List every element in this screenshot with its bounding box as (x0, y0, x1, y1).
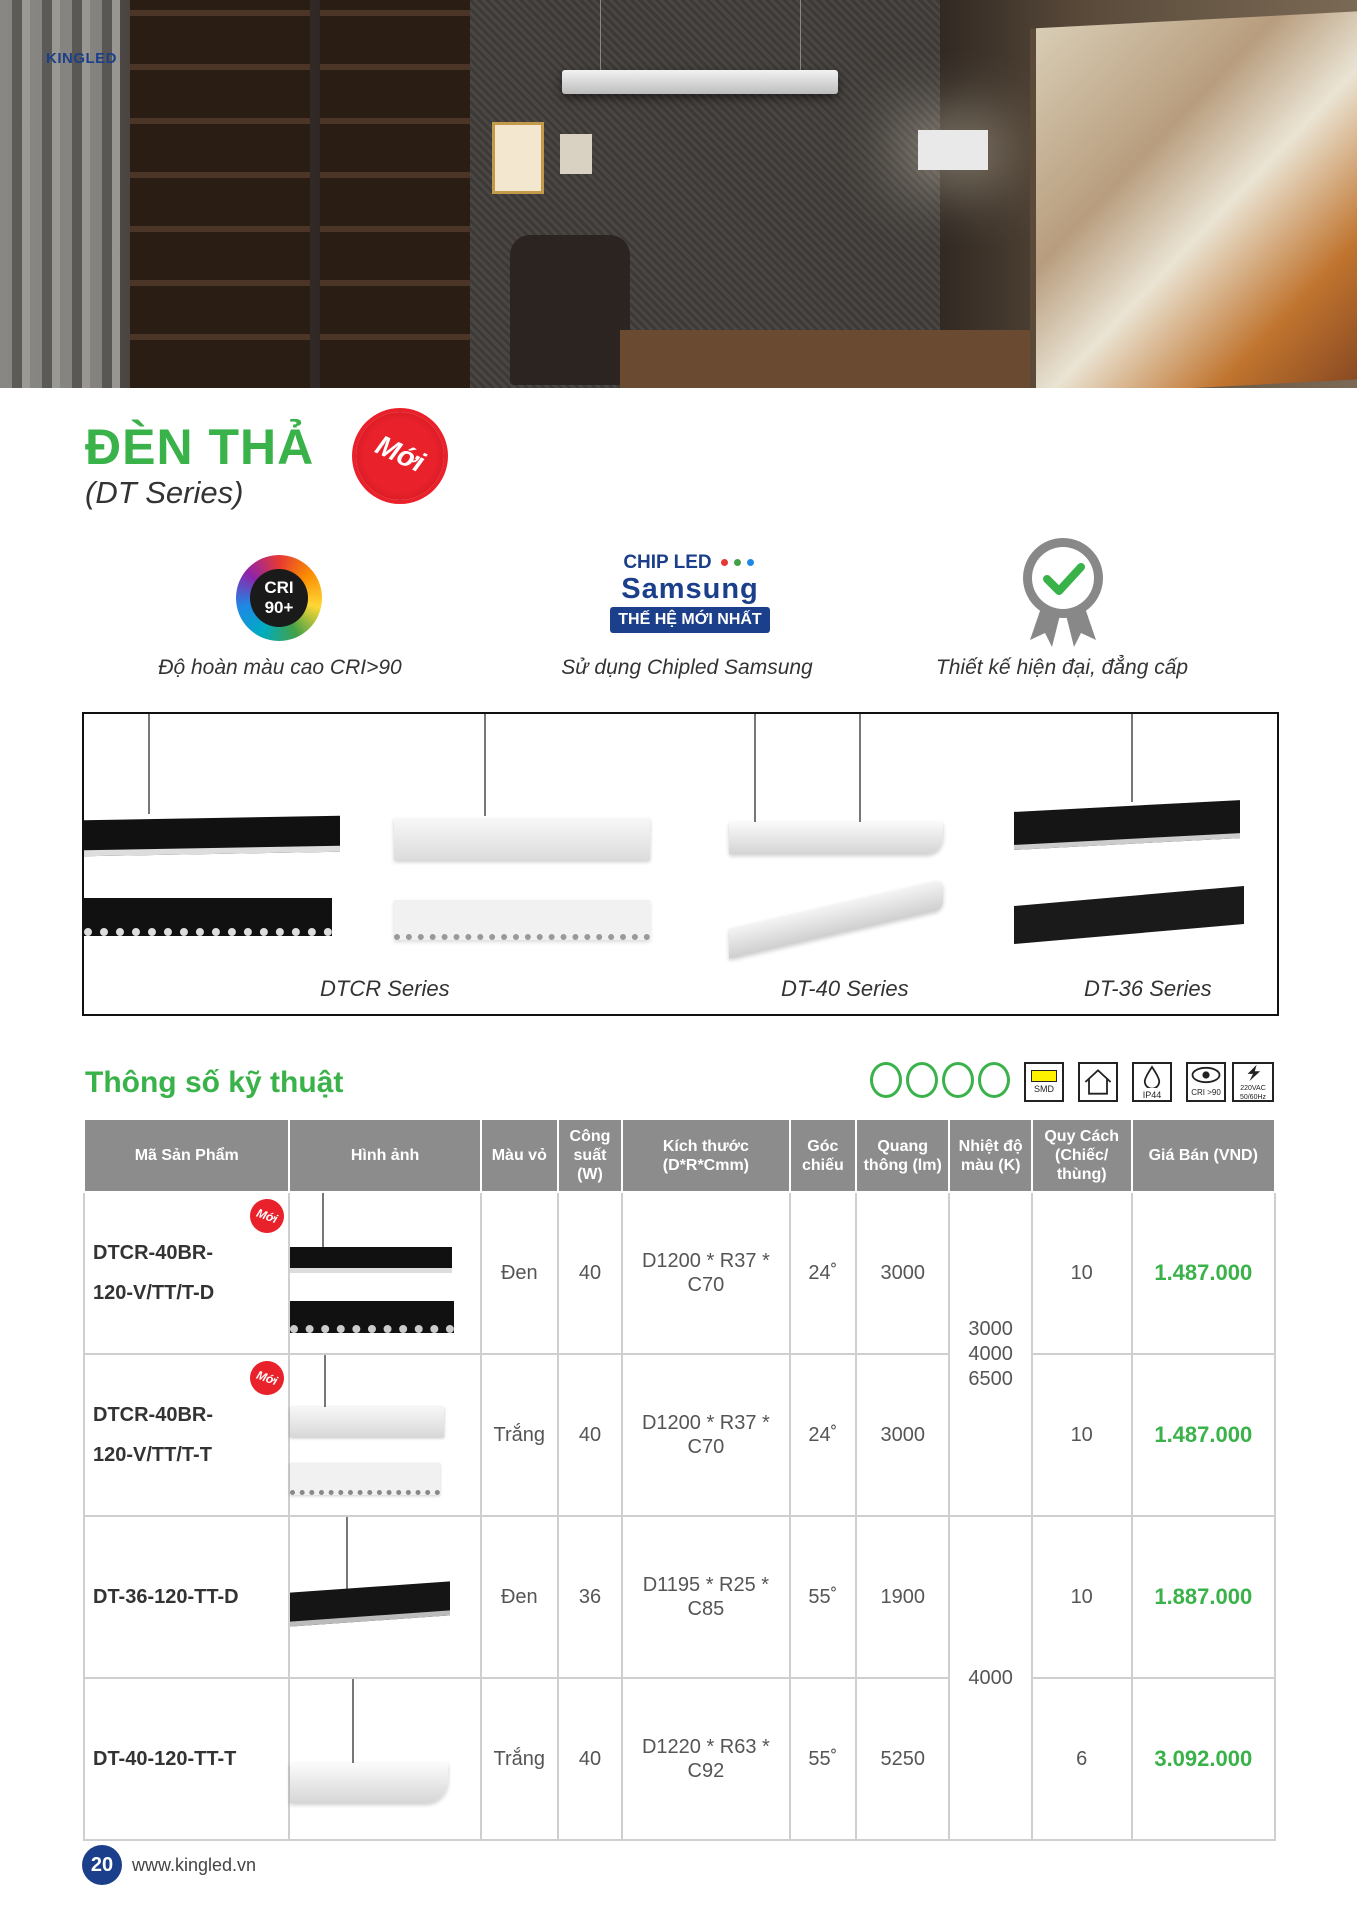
smd-text: SMD (1034, 1084, 1054, 1094)
product-image (289, 1516, 480, 1678)
office-chair (510, 235, 630, 385)
new-badge-text: Mới (371, 428, 430, 479)
product-image (289, 1354, 480, 1516)
dimensions: D1195 * R25 * C85 (622, 1516, 790, 1678)
suspension-wire (1131, 714, 1133, 802)
table-row (84, 1192, 1275, 1354)
kingled-logo (46, 50, 117, 67)
award-check-icon (1020, 535, 1106, 650)
series-label-dt40: DT-40 Series (781, 976, 909, 1001)
power: 40 (558, 1192, 622, 1354)
samsung-chip-icon (610, 552, 770, 633)
dtcr-white-bar-bottom (394, 900, 650, 940)
product-image (289, 1192, 480, 1354)
hero-photo (0, 0, 1357, 388)
beam-angle: 55˚ (790, 1516, 856, 1678)
beam-angle: 24˚ (790, 1354, 856, 1516)
lumen: 3000 (856, 1354, 950, 1516)
dimensions: D1220 * R63 * C92 (622, 1678, 790, 1840)
housing-color: Đen (481, 1192, 558, 1354)
new-badge-small: Mới (246, 1194, 290, 1238)
color-temperature: 4000 (949, 1516, 1031, 1840)
col-header-color: Màu vỏ (481, 1119, 558, 1192)
beam-angle: 55˚ (790, 1678, 856, 1840)
smd-icon (1024, 1062, 1064, 1102)
suspension-wire (484, 714, 486, 816)
samsung-text: Samsung (621, 573, 759, 605)
product-code-line1: DT-36-120-TT-D (93, 1586, 239, 1608)
dt36-black-bar (1014, 800, 1240, 850)
pack-qty: 10 (1032, 1516, 1132, 1678)
indoor-house-icon (1078, 1062, 1118, 1102)
horse-painting (1030, 11, 1357, 388)
col-header-cct: Nhiệt độ màu (K) (949, 1119, 1031, 1192)
beam-angle: 24˚ (790, 1192, 856, 1354)
suspension-wire (754, 714, 756, 822)
col-header-power: Công suất (W) (558, 1119, 622, 1192)
pack-qty: 10 (1032, 1354, 1132, 1516)
new-badge-small: Mới (246, 1356, 290, 1400)
pack-qty: 6 (1032, 1678, 1132, 1840)
lumen: 1900 (856, 1516, 950, 1678)
newest-gen-text: THẾ HỆ MỚI NHẤT (610, 607, 769, 633)
color-temperature: 3000 4000 6500 (949, 1192, 1031, 1516)
ip44-icon (1132, 1062, 1172, 1102)
pack-qty: 10 (1032, 1192, 1132, 1354)
series-gallery (82, 712, 1279, 1016)
eco-bulb-icon (942, 1062, 974, 1098)
chip-led-text: CHIP LED (623, 552, 712, 573)
eco-bulb-icon (870, 1062, 902, 1098)
housing-color: Trắng (481, 1354, 558, 1516)
power: 36 (558, 1516, 622, 1678)
housing-color: Trắng (481, 1678, 558, 1840)
price: 3.092.000 (1132, 1678, 1275, 1840)
table-row (84, 1354, 1275, 1516)
rgb-dots-icon (718, 552, 757, 574)
cri-eye-text: CRI >90 (1191, 1088, 1221, 1097)
col-header-size: Kích thước (D*R*Cmm) (622, 1119, 790, 1192)
dtcr-black-bar-bottom (84, 898, 332, 936)
col-header-lumen: Quang thông (lm) (856, 1119, 950, 1192)
series-label-dt36: DT-36 Series (1084, 976, 1212, 1001)
product-code-line2: 120-V/TT/T-T (93, 1444, 212, 1466)
page-subtitle: (DT Series) (85, 475, 244, 510)
price: 1.487.000 (1132, 1192, 1275, 1354)
desk (620, 330, 1040, 388)
product-code-line2: 120-V/TT/T-D (93, 1282, 215, 1304)
cri-icon-line1: CRI (264, 578, 294, 597)
table-row (84, 1678, 1275, 1840)
dt40-white-bar-angled (729, 879, 943, 958)
certificate-frame (492, 122, 544, 194)
wall-sconce (918, 130, 988, 170)
eco-bulb-icon (978, 1062, 1010, 1098)
logo-text: KINGLED (46, 50, 117, 67)
product-code-line1: DT-40-120-TT-T (93, 1748, 237, 1770)
dt40-white-bar (729, 822, 943, 854)
dimensions: D1200 * R37 * C70 (622, 1354, 790, 1516)
lamp-wire (800, 0, 801, 70)
dtcr-white-bar (394, 818, 650, 860)
product-code (84, 1678, 289, 1840)
series-label-dtcr: DTCR Series (320, 976, 450, 1001)
price: 1.887.000 (1132, 1516, 1275, 1678)
col-header-angle: Góc chiếu (790, 1119, 856, 1192)
lumen: 5250 (856, 1678, 950, 1840)
dt36-black-bar-angled (1014, 886, 1244, 944)
pendant-lamp (562, 70, 838, 94)
table-row (84, 1516, 1275, 1678)
dtcr-black-bar (84, 816, 340, 856)
product-image (289, 1678, 480, 1840)
cri-eye-icon (1186, 1062, 1226, 1102)
feature-label-samsung: Sử dụng Chipled Samsung (561, 656, 813, 679)
housing-color: Đen (481, 1516, 558, 1678)
col-header-code: Mã Sản Phẩm (84, 1119, 289, 1192)
cri-icon-line2: 90+ (264, 598, 294, 617)
suspension-wire (859, 714, 861, 822)
voltage-text: 220VAC 50/60Hz (1239, 1085, 1267, 1101)
product-code (84, 1354, 289, 1516)
spec-table (83, 1118, 1276, 1841)
play-button-plaque (560, 134, 592, 174)
website-link[interactable]: www.kingled.vn (132, 1855, 257, 1875)
voltage-icon (1232, 1062, 1274, 1102)
eco-bulb-icon (906, 1062, 938, 1098)
col-header-price: Giá Bán (VND) (1132, 1119, 1275, 1192)
product-code-line1: DTCR-40BR- (93, 1242, 213, 1264)
lumen: 3000 (856, 1192, 950, 1354)
table-header-row (84, 1119, 1275, 1192)
page-title: ĐÈN THẢ (85, 419, 315, 475)
col-header-pack: Quy Cách (Chiếc/ thùng) (1032, 1119, 1132, 1192)
bookshelf-middle (320, 0, 470, 388)
spec-title: Thông số kỹ thuật (85, 1066, 344, 1099)
ip44-text: IP44 (1142, 1090, 1162, 1100)
cri-icon (236, 555, 322, 641)
bookshelf-left (130, 0, 310, 388)
price: 1.487.000 (1132, 1354, 1275, 1516)
feature-label-cri: Độ hoàn màu cao CRI>90 (158, 656, 402, 679)
power: 40 (558, 1678, 622, 1840)
product-code-line1: DTCR-40BR- (93, 1404, 213, 1426)
feature-label-design: Thiết kế hiện đại, đẳng cấp (935, 656, 1189, 679)
col-header-image: Hình ảnh (289, 1119, 480, 1192)
lamp-wire (600, 0, 601, 70)
page-number: 20 (82, 1845, 122, 1885)
dimensions: D1200 * R37 * C70 (622, 1192, 790, 1354)
new-badge (356, 412, 444, 500)
product-code (84, 1516, 289, 1678)
power: 40 (558, 1354, 622, 1516)
product-code (84, 1192, 289, 1354)
suspension-wire (148, 714, 150, 814)
